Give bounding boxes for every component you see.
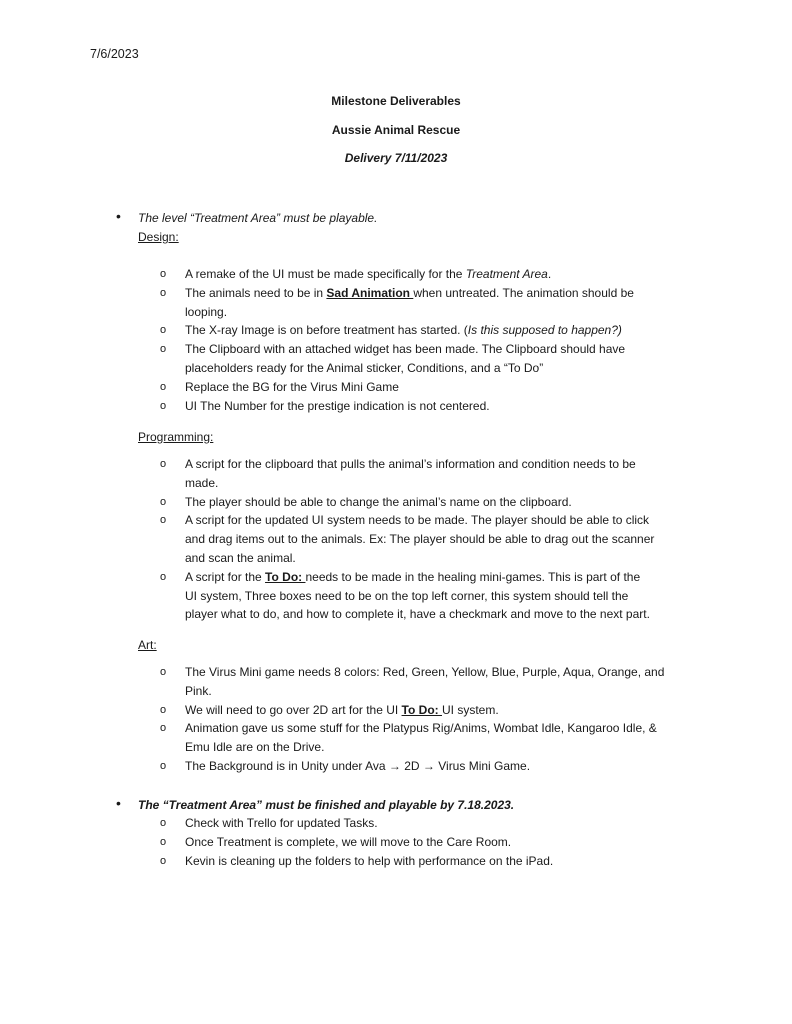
item-text: . xyxy=(547,267,552,281)
list-item xyxy=(160,852,553,871)
item-text: The Clipboard with an attached widget has been made. The Clipboard should have placeholders ready for the Animal sticker, Conditions, and a “To Do” xyxy=(185,342,626,375)
list-item xyxy=(160,265,634,284)
list-item xyxy=(160,701,664,720)
item-text: The X-ray Image is on before treatment has started. ( xyxy=(185,323,468,338)
emphasized-text: Sad Animation xyxy=(326,285,414,300)
list-item xyxy=(160,321,634,340)
item-text: Kevin is cleaning up the folders to help with performance on the iPad. xyxy=(185,853,554,868)
item-text: Once Treatment is complete, we will move to the Care Room. xyxy=(185,834,512,849)
emphasized-text: Treatment Area xyxy=(465,267,548,281)
item-text: Animation gave us some stuff for the Platypus Rig/Anims, Wombat Idle, Kangaroo Idle, & Emu Idle are on the Drive. xyxy=(185,721,657,755)
item-text: The player should be able to change the animal’s name on the clipboard. xyxy=(185,494,572,509)
item-text: A remake of the UI must be made specifically for the xyxy=(185,267,466,281)
item-text: A script for the updated UI system needs to be made. The player should be able to click and drag items out to the animals. Ex: The player should be able to drag out the scanner and scan the animal. xyxy=(185,513,655,565)
item-text: Replace the BG for the Virus Mini Game xyxy=(185,379,399,394)
emphasized-text: To Do: xyxy=(265,569,306,584)
project-name: Aussie Animal Rescue xyxy=(331,123,461,137)
item-text: The animals need to be in xyxy=(185,285,327,300)
list-item xyxy=(160,378,634,397)
list-item xyxy=(160,663,664,701)
list-item xyxy=(160,719,664,757)
item-text: UI The Number for the prestige indication is not centered. xyxy=(185,398,490,413)
list-item xyxy=(160,814,553,833)
list-item xyxy=(160,455,654,493)
item-text: The Virus Mini game needs 8 colors: Red, Green, Yellow, Blue, Purple, Aqua, Orange, and Pink. xyxy=(185,665,665,698)
list-item xyxy=(160,833,553,852)
item-text: We will need to go over 2D art for the UI xyxy=(185,702,402,717)
design-list xyxy=(160,265,634,415)
goal-1: The level “Treatment Area” must be playable. xyxy=(138,211,378,225)
item-text: A script for the xyxy=(185,569,266,584)
document-title: Milestone Deliverables xyxy=(331,94,461,108)
emphasized-text: To Do: xyxy=(401,702,442,717)
item-text: A script for the clipboard that pulls the animal’s information and condition needs to be made. xyxy=(185,457,636,490)
goal-2: The “Treatment Area” must be finished and playable by 7.18.2023. xyxy=(138,798,515,812)
list-item xyxy=(160,284,634,322)
emphasized-text: Is this supposed to happen?) xyxy=(467,323,622,338)
list-item xyxy=(160,568,654,624)
art-list xyxy=(160,663,664,776)
item-text: needs to be made in the healing mini-games. This is part of the UI system, Three boxes need to be on the top left corner, this system should tell the player what to do, and how to complete it, have a checkmark and move to the next part. xyxy=(185,569,650,622)
list-item xyxy=(160,511,654,567)
section-heading-design: Design: xyxy=(138,230,179,244)
list-item xyxy=(160,493,654,512)
section-heading-programming: Programming: xyxy=(138,430,214,444)
list-item xyxy=(160,757,664,776)
goal-2-list xyxy=(160,814,553,870)
bullet-icon: • xyxy=(116,795,121,811)
delivery-date: Delivery 7/11/2023 xyxy=(344,151,448,165)
item-text: UI system. xyxy=(441,702,499,717)
item-text: The Background is in Unity under Ava → 2D → Virus Mini Game. xyxy=(185,758,531,773)
item-text: Check with Trello for updated Tasks. xyxy=(185,816,378,830)
list-item xyxy=(160,397,634,416)
document-date: 7/6/2023 xyxy=(90,47,139,61)
programming-list xyxy=(160,455,654,624)
bullet-icon: • xyxy=(116,208,121,224)
section-heading-art: Art: xyxy=(138,638,157,652)
item-text: when untreated. The animation should be looping. xyxy=(185,285,634,319)
list-item xyxy=(160,340,634,378)
